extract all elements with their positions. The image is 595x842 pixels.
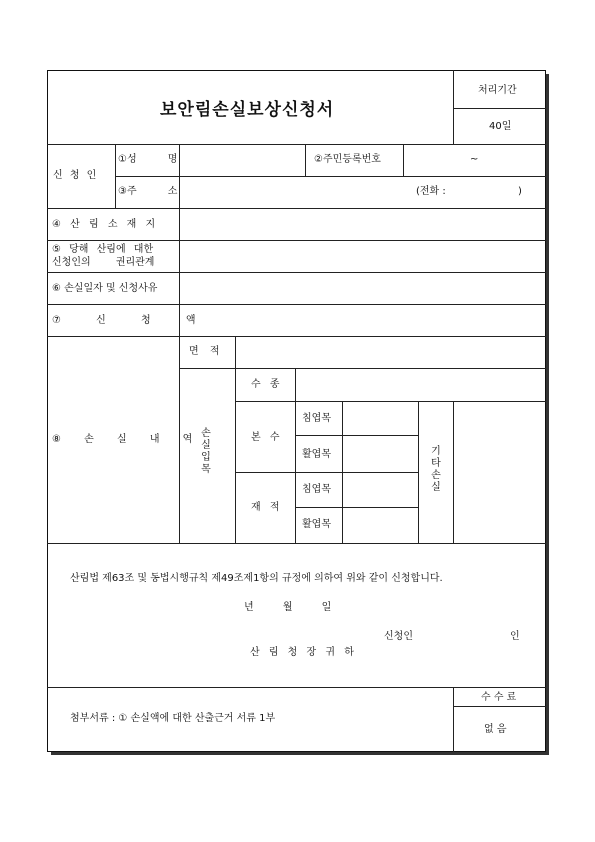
- other-loss-label: 기타손실: [431, 446, 441, 493]
- rights-label-line1: ⑤ 당해 산림에 대한: [52, 244, 154, 255]
- volume-label: 재 적: [251, 502, 280, 513]
- loss-date-reason-label: ⑥ 손실일자 및 신청사유: [52, 283, 158, 294]
- form-title: 보안림손실보상신청서: [160, 100, 335, 120]
- rights-label-line2: 신청인의 권리관계: [52, 257, 155, 268]
- processing-period-label: 처리기간: [478, 85, 517, 96]
- softwood-volume-label: 침엽목: [302, 484, 331, 495]
- resident-number-separator: ~: [470, 154, 479, 165]
- tree-count-label: 본 수: [251, 432, 280, 443]
- fee-value: 없 음: [484, 724, 507, 735]
- hardwood-count-label: 활엽목: [302, 449, 331, 460]
- address-label: ③주 소: [118, 186, 178, 197]
- applicant-signature-label: 신청인: [384, 631, 413, 642]
- species-label: 수 종: [251, 379, 280, 390]
- lost-timber-label: 손실입목: [201, 428, 211, 475]
- phone-label: (전화 :: [416, 186, 446, 197]
- area-label: 면 적: [189, 346, 220, 357]
- resident-number-label: ②주민등록번호: [314, 154, 381, 165]
- name-label: ①성 명: [118, 154, 178, 165]
- fee-label: 수 수 료: [481, 692, 517, 703]
- applicant-label: 신 청 인: [53, 170, 99, 181]
- seal-mark: 인: [510, 631, 520, 642]
- hardwood-volume-label: 활엽목: [302, 519, 331, 530]
- loss-details-label: ⑧ 손 실 내 역: [52, 434, 193, 445]
- declaration-text: 산림법 제63조 및 동법시행규칙 제49조제1항의 규정에 의하여 위와 같이 신청합니다.: [70, 573, 443, 584]
- date-line: 년 월 일: [244, 602, 332, 613]
- attachments-text: 첨부서류 : ① 손실액에 대한 산출근거 서류 1부: [70, 713, 276, 724]
- processing-period-value: 40일: [489, 121, 512, 132]
- phone-close: ): [518, 186, 522, 197]
- claim-amount-label: ⑦ 신 청 액: [52, 315, 196, 326]
- forest-location-label: ④ 산 림 소 재 지: [52, 219, 156, 230]
- softwood-count-label: 침엽목: [302, 413, 331, 424]
- addressee: 산 림 청 장 귀 하: [250, 647, 354, 658]
